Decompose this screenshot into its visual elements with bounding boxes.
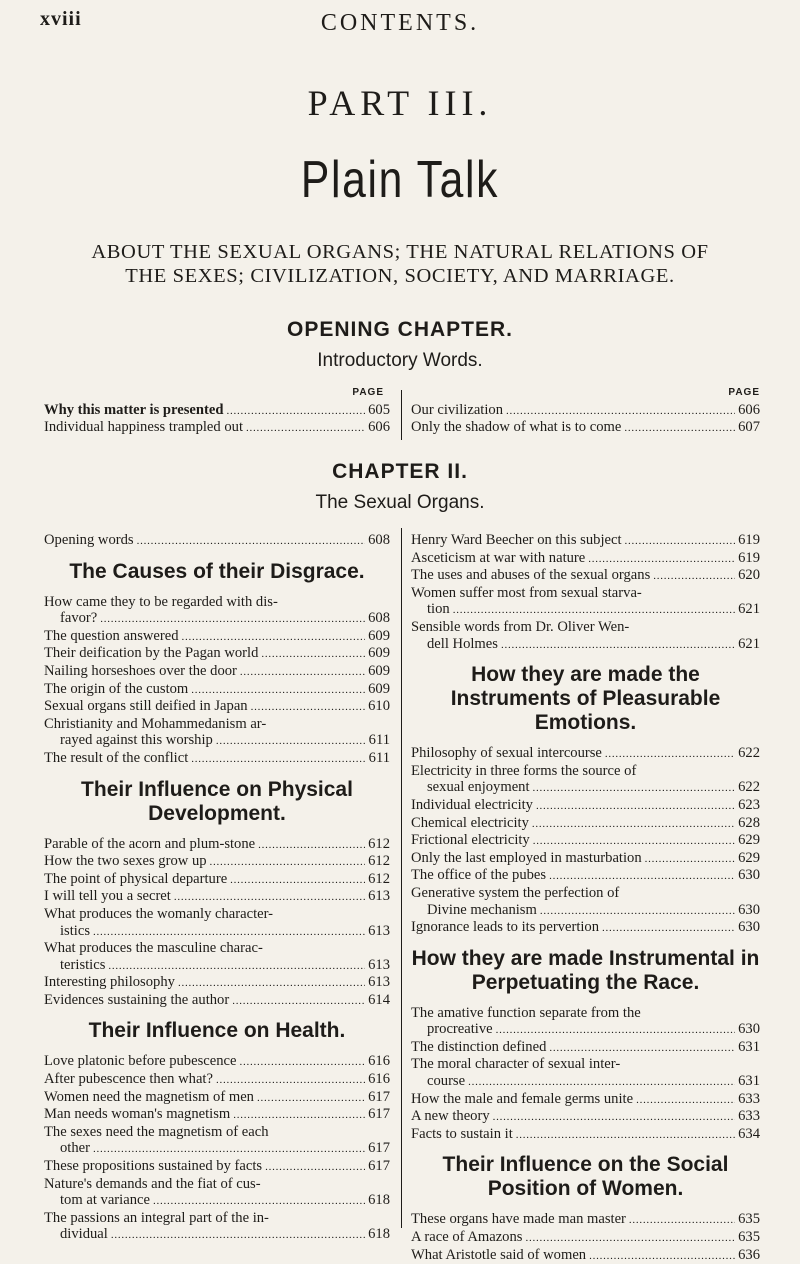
section-title: How they are made Instrumental in Perpetuating the Race. bbox=[411, 946, 760, 994]
entry-text: Our civilization bbox=[411, 401, 503, 418]
toc-entry bbox=[411, 1229, 760, 1247]
entry-text: tom at variance bbox=[60, 1192, 150, 1209]
entry-text: Generative system the perfection of bbox=[411, 884, 620, 901]
entry-text: Philosophy of sexual intercourse bbox=[411, 745, 602, 762]
toc-entry bbox=[411, 745, 760, 763]
toc-entry bbox=[411, 1056, 760, 1090]
entry-page: 617 bbox=[368, 1140, 390, 1157]
entry-text: The result of the conflict bbox=[44, 749, 189, 766]
entry-text: The point of physical departure bbox=[44, 870, 228, 887]
entry-text: Nailing horseshoes over the door bbox=[44, 662, 237, 679]
toc-entry bbox=[411, 1091, 760, 1109]
entry-page: 605 bbox=[368, 401, 390, 418]
chapter-subheading: The Sexual Organs. bbox=[315, 492, 485, 513]
toc-entry bbox=[44, 1106, 390, 1124]
toc-entry bbox=[44, 1124, 390, 1158]
opening-left-column bbox=[44, 385, 390, 437]
entry-page: 612 bbox=[368, 835, 390, 852]
entry-page: 617 bbox=[368, 1158, 390, 1175]
toc-entry bbox=[411, 1126, 760, 1144]
entry-page: 631 bbox=[738, 1073, 760, 1090]
entry-page: 606 bbox=[738, 401, 760, 418]
entry-text: Only the shadow of what is to come bbox=[411, 419, 622, 436]
entry-page: 629 bbox=[738, 849, 760, 866]
section-title: Their Influence on Health. bbox=[88, 1019, 346, 1043]
entry-page: 611 bbox=[368, 749, 390, 766]
entry-text: The question answered bbox=[44, 627, 179, 644]
toc-entry bbox=[411, 919, 760, 937]
toc-entry bbox=[44, 853, 390, 871]
toc-entry bbox=[411, 619, 760, 653]
entry-text: Interesting philosophy bbox=[44, 974, 175, 991]
entry-page: 628 bbox=[738, 814, 760, 831]
entry-page: 619 bbox=[738, 532, 760, 548]
entry-page: 613 bbox=[368, 956, 390, 973]
entry-text: Individual electricity bbox=[411, 796, 533, 813]
toc-entry bbox=[411, 1005, 760, 1039]
entry-page: 612 bbox=[368, 853, 390, 870]
column-divider bbox=[401, 528, 402, 1228]
toc-entry bbox=[411, 585, 760, 619]
entry-page: 616 bbox=[368, 1053, 390, 1070]
toc-entry bbox=[44, 750, 390, 768]
entry-page: 630 bbox=[738, 1021, 760, 1038]
toc-entry bbox=[44, 940, 390, 974]
toc-entry bbox=[44, 1210, 390, 1244]
toc-entry bbox=[44, 906, 390, 940]
entry-text: Parable of the acorn and plum-stone bbox=[44, 835, 256, 852]
entry-page: 631 bbox=[738, 1038, 760, 1055]
entry-text: Christianity and Mohammedanism ar- bbox=[44, 715, 267, 732]
entry-text: tion bbox=[427, 601, 450, 618]
entry-text: sexual enjoyment bbox=[427, 779, 530, 796]
toc-entry bbox=[411, 567, 760, 585]
toc-entry bbox=[44, 532, 390, 550]
entry-page: 609 bbox=[368, 645, 390, 662]
section-title: Their Influence on Physical Development. bbox=[81, 777, 353, 825]
entry-page: 636 bbox=[738, 1246, 760, 1263]
opening-chapter-subheading: Introductory Words. bbox=[317, 350, 483, 371]
entry-text: What produces the masculine charac- bbox=[44, 940, 263, 957]
main-title: Plain Talk bbox=[300, 151, 500, 209]
entry-text: istics bbox=[60, 922, 90, 939]
entry-text: teristics bbox=[60, 956, 106, 973]
entry-page: 608 bbox=[368, 532, 390, 548]
entry-page: 609 bbox=[368, 662, 390, 679]
entry-page: 611 bbox=[368, 732, 390, 749]
toc-entry bbox=[411, 1247, 760, 1264]
entry-text: Frictional electricity bbox=[411, 832, 530, 849]
entry-page: 621 bbox=[738, 635, 760, 652]
entry-text: Divine mechanism bbox=[427, 901, 537, 918]
toc-entry bbox=[44, 663, 390, 681]
entry-text: The uses and abuses of the sexual organs bbox=[411, 567, 651, 584]
entry-page: 633 bbox=[738, 1090, 760, 1107]
entry-text: Why this matter is presented bbox=[44, 401, 224, 418]
entry-text: A new theory bbox=[411, 1108, 490, 1125]
entry-text: Man needs woman's magnetism bbox=[44, 1106, 231, 1123]
toc-entry bbox=[44, 594, 390, 628]
toc-entry bbox=[44, 1053, 390, 1071]
entry-page: 612 bbox=[368, 870, 390, 887]
toc-entry bbox=[44, 992, 390, 1010]
entry-text: Women suffer most from sexual starva- bbox=[411, 584, 642, 601]
entry-text: The moral character of sexual inter- bbox=[411, 1056, 621, 1073]
toc-entry bbox=[44, 888, 390, 906]
entry-page: 617 bbox=[368, 1106, 390, 1123]
toc-entry bbox=[44, 681, 390, 699]
entry-page: 623 bbox=[738, 796, 760, 813]
chapter2-left-column bbox=[44, 532, 390, 1244]
entry-text: A race of Amazons bbox=[411, 1229, 523, 1246]
toc-entry bbox=[411, 550, 760, 568]
toc-entry bbox=[411, 1039, 760, 1057]
entry-text: What Aristotle said of women bbox=[411, 1246, 587, 1263]
entry-text: Individual happiness trampled out bbox=[44, 419, 244, 436]
entry-page: 609 bbox=[368, 627, 390, 644]
toc-entry bbox=[411, 850, 760, 868]
toc-entry bbox=[44, 402, 390, 420]
entry-text: Facts to sustain it bbox=[411, 1125, 513, 1142]
subtitle bbox=[40, 240, 760, 288]
entry-text: Chemical electricity bbox=[411, 814, 529, 831]
entry-page: 614 bbox=[368, 991, 390, 1008]
toc-entry bbox=[44, 1089, 390, 1107]
entry-text: Electricity in three forms the source of bbox=[411, 762, 637, 779]
toc-entry bbox=[411, 867, 760, 885]
entry-text: The passions an integral part of the in- bbox=[44, 1209, 269, 1226]
toc-entry bbox=[411, 815, 760, 833]
entry-text: favor? bbox=[60, 610, 98, 627]
entry-page: 613 bbox=[368, 974, 390, 991]
toc-entry bbox=[44, 1158, 390, 1176]
toc-entry bbox=[44, 628, 390, 646]
entry-text: How the male and female germs unite bbox=[411, 1090, 634, 1107]
entry-text: Sensible words from Dr. Oliver Wen- bbox=[411, 618, 630, 635]
toc-entry bbox=[411, 402, 760, 420]
entry-text: I will tell you a secret bbox=[44, 888, 171, 905]
toc-entry bbox=[411, 1211, 760, 1229]
entry-text: The origin of the custom bbox=[44, 680, 189, 697]
entry-text: These propositions sustained by facts bbox=[44, 1158, 263, 1175]
entry-text: procreative bbox=[427, 1021, 493, 1038]
section-title: The Causes of their Disgrace. bbox=[69, 559, 365, 583]
page-label: PAGE bbox=[728, 387, 760, 398]
entry-page: 630 bbox=[738, 919, 760, 936]
entry-page: 635 bbox=[738, 1211, 760, 1228]
part-title: PART III. bbox=[307, 83, 493, 123]
toc-entry bbox=[411, 1108, 760, 1126]
section-title: Their Influence on the Social Position of Women. bbox=[442, 1153, 729, 1201]
toc-entry bbox=[411, 832, 760, 850]
entry-page: 613 bbox=[368, 922, 390, 939]
entry-page: 609 bbox=[368, 680, 390, 697]
entry-text: course bbox=[427, 1073, 466, 1090]
entry-page: 622 bbox=[738, 779, 760, 796]
entry-text: Sexual organs still deified in Japan bbox=[44, 698, 248, 715]
toc-entry bbox=[44, 698, 390, 716]
entry-text: Henry Ward Beecher on this subject bbox=[411, 532, 622, 548]
entry-page: 618 bbox=[368, 1192, 390, 1209]
opening-right-column bbox=[411, 385, 760, 437]
chapter2-right-column bbox=[411, 532, 760, 1264]
column-divider bbox=[401, 390, 402, 440]
entry-page: 607 bbox=[738, 419, 760, 436]
entry-text: The distinction defined bbox=[411, 1038, 547, 1055]
running-head: CONTENTS. bbox=[320, 10, 480, 36]
entry-text: Evidences sustaining the author bbox=[44, 991, 230, 1008]
entry-page: 635 bbox=[738, 1229, 760, 1246]
entry-text: The amative function separate from the bbox=[411, 1004, 641, 1021]
entry-text: other bbox=[60, 1140, 90, 1157]
entry-page: 610 bbox=[368, 698, 390, 715]
entry-text: dividual bbox=[60, 1226, 108, 1243]
chapter-heading: CHAPTER II. bbox=[332, 460, 468, 483]
entry-text: Opening words bbox=[44, 532, 134, 548]
entry-text: After pubescence then what? bbox=[44, 1071, 213, 1088]
entry-page: 634 bbox=[738, 1125, 760, 1142]
page-number: xviii bbox=[40, 8, 82, 30]
entry-page: 608 bbox=[368, 610, 390, 627]
entry-text: Their deification by the Pagan world bbox=[44, 645, 259, 662]
entry-text: Asceticism at war with nature bbox=[411, 549, 586, 566]
toc-entry bbox=[44, 419, 390, 437]
entry-text: Love platonic before pubescence bbox=[44, 1053, 237, 1070]
entry-text: The office of the pubes bbox=[411, 867, 547, 884]
toc-entry bbox=[44, 716, 390, 750]
entry-page: 630 bbox=[738, 867, 760, 884]
entry-text: What produces the womanly character- bbox=[44, 905, 274, 922]
toc-entry bbox=[411, 419, 760, 437]
toc-entry bbox=[411, 797, 760, 815]
entry-page: 616 bbox=[368, 1071, 390, 1088]
entry-page: 606 bbox=[368, 419, 390, 436]
page-label: PAGE bbox=[352, 387, 384, 398]
entry-page: 618 bbox=[368, 1226, 390, 1243]
entry-text: Ignorance leads to its pervertion bbox=[411, 919, 600, 936]
entry-page: 613 bbox=[368, 888, 390, 905]
toc-entry bbox=[44, 871, 390, 889]
entry-page: 622 bbox=[738, 745, 760, 762]
entry-text: Nature's demands and the fiat of cus- bbox=[44, 1175, 261, 1192]
entry-text: How the two sexes grow up bbox=[44, 853, 207, 870]
toc-entry bbox=[44, 1176, 390, 1210]
entry-page: 620 bbox=[738, 567, 760, 584]
section-title: How they are made the Instruments of Pleasurable Emotions. bbox=[450, 663, 721, 735]
toc-entry bbox=[44, 836, 390, 854]
entry-page: 621 bbox=[738, 601, 760, 618]
opening-chapter-heading: OPENING CHAPTER. bbox=[286, 318, 514, 341]
entry-page: 630 bbox=[738, 901, 760, 918]
toc-entry bbox=[411, 885, 760, 919]
toc-entry bbox=[411, 532, 760, 550]
entry-text: How came they to be regarded with dis- bbox=[44, 593, 278, 610]
entry-text: dell Holmes bbox=[427, 635, 498, 652]
entry-page: 633 bbox=[738, 1108, 760, 1125]
toc-entry bbox=[44, 1071, 390, 1089]
toc-entry bbox=[44, 974, 390, 992]
entry-text: The sexes need the magnetism of each bbox=[44, 1123, 269, 1140]
entry-text: Women need the magnetism of men bbox=[44, 1088, 254, 1105]
entry-text: These organs have made man master bbox=[411, 1211, 626, 1228]
entry-text: Only the last employed in masturbation bbox=[411, 849, 642, 866]
entry-page: 619 bbox=[738, 549, 760, 566]
subtitle-line: ABOUT THE SEXUAL ORGANS; THE NATURAL RELATIONS OF bbox=[91, 241, 709, 263]
entry-page: 629 bbox=[738, 832, 760, 849]
toc-entry bbox=[44, 645, 390, 663]
entry-page: 617 bbox=[368, 1088, 390, 1105]
subtitle-line: THE SEXES; CIVILIZATION, SOCIETY, AND MARRIAGE. bbox=[125, 265, 675, 287]
toc-entry bbox=[411, 763, 760, 797]
entry-text: rayed against this worship bbox=[60, 732, 213, 749]
